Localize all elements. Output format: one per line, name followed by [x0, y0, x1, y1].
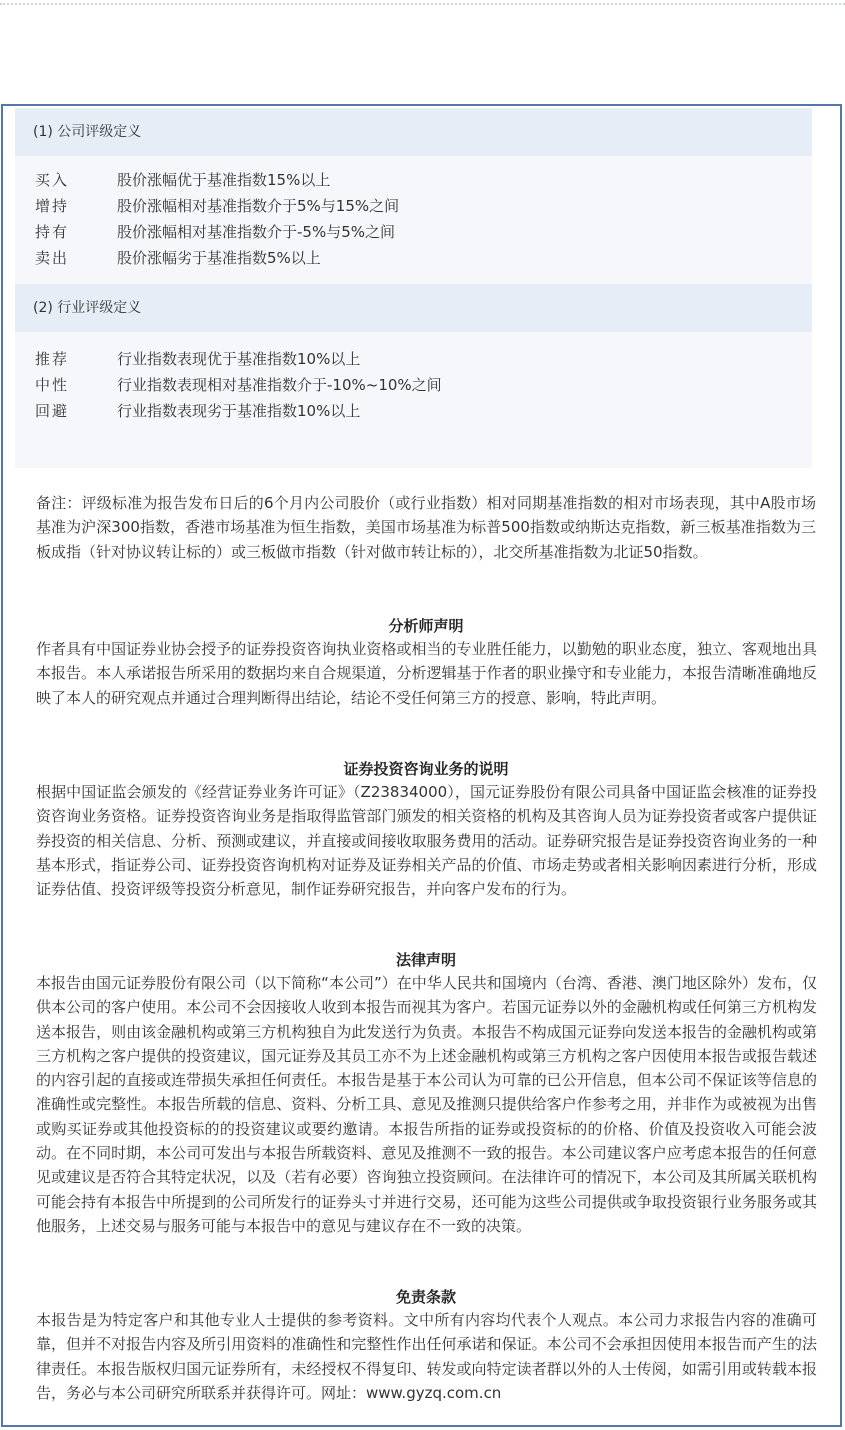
rating-term: 回避	[35, 402, 70, 420]
legal-statement-heading: 法律声明	[395, 951, 456, 969]
rating-definition: 股价涨幅相对基准指数介于-5%与5%之间	[117, 223, 396, 241]
rating-definition: 行业指数表现劣于基准指数10%以上	[117, 402, 361, 420]
rating-definition: 股价涨幅劣于基准指数5%以上	[117, 249, 321, 267]
rating-term: 卖出	[35, 249, 70, 267]
company-rating-title: (1) 公司评级定义	[15, 108, 812, 156]
disclosure-panel	[1, 104, 842, 1427]
rating-row-neutral	[35, 375, 442, 395]
disclaimer-text: 本报告是为特定客户和其他专业人士提供的参考资料。文中所有内容均代表个人观点。本公司力求报告内容的准确可靠，但并不对报告内容及所引用资料的准确性和完整性作出任何承诺和保证。本公司不会承担因使用本报告而产生的法律责任。本报告版权归国元证券所有，未经授权不得复印、转发或向特定读者群以外的人士传阅，如需引用或转载本报告，务必与本公司研究所联系并获得许可。网址：www.gyzq.com.cn	[36, 1311, 817, 1402]
top-dotted-divider	[0, 3, 845, 5]
company-rating-list	[15, 156, 812, 284]
industry-rating-list	[15, 332, 812, 468]
rating-definition: 股价涨幅优于基准指数15%以上	[117, 171, 331, 189]
rating-row-recommend	[35, 349, 360, 369]
rating-term: 增持	[35, 197, 70, 215]
rating-term: 持有	[35, 223, 70, 241]
rating-term: 中性	[35, 376, 70, 394]
consulting-business-heading: 证券投资咨询业务的说明	[343, 760, 509, 778]
industry-rating-title: (2) 行业评级定义	[15, 284, 812, 332]
rating-term: 买入	[35, 171, 70, 189]
rating-row-hold	[35, 222, 395, 242]
rating-definitions	[15, 106, 812, 468]
rating-note-text: 备注：评级标准为报告发布日后的6个月内公司股价（或行业指数）相对同期基准指数的相对市场表现，其中A股市场基准为沪深300指数，香港市场基准为恒生指数，美国市场基准为标普500指数或纳斯达克指数，新三板基准指数为三板成指（针对协议转让标的）或三板做市指数（针对做市转让标的），北交所基准指数为北证50指数。	[36, 494, 816, 561]
analyst-statement-heading: 分析师声明	[388, 617, 464, 635]
rating-row-buy	[35, 170, 330, 190]
rating-row-overweight	[35, 196, 399, 216]
rating-term: 推荐	[35, 350, 70, 368]
analyst-statement-text: 作者具有中国证券业协会授予的证券投资咨询执业资格或相当的专业胜任能力，以勤勉的职业态度，独立、客观地出具本报告。本人承诺报告所采用的数据均来自合规渠道，分析逻辑基于作者的职业操守和专业能力，本报告清晰准确地反映了本人的研究观点并通过合理判断得出结论，结论不受任何第三方的授意、影响，特此声明。	[36, 640, 817, 707]
rating-definition: 行业指数表现相对基准指数介于-10%~10%之间	[117, 376, 442, 394]
disclaimer-heading: 免责条款	[395, 1288, 456, 1306]
consulting-business-text: 根据中国证监会颁发的《经营证券业务许可证》（Z23834000），国元证券股份有限公司具备中国证监会核准的证券投资咨询业务资格。证券投资咨询业务是指取得监管部门颁发的相关资格的机构及其咨询人员为证券投资者或客户提供证券投资的相关信息、分析、预测或建议，并直接或间接收取服务费用的活动。证券研究报告是证券投资咨询业务的一种基本形式，指证券公司、证券投资咨询机构对证券及证券相关产品的价值、市场走势或者相关影响因素进行分析，形成证券估值、投资评级等投资分析意见，制作证券研究报告，并向客户发布的行为。	[36, 783, 817, 899]
rating-definition: 行业指数表现优于基准指数10%以上	[117, 350, 361, 368]
legal-statement-text: 本报告由国元证券股份有限公司（以下简称“本公司”）在中华人民共和国境内（台湾、香港、澳门地区除外）发布，仅供本公司的客户使用。本公司不会因接收人收到本报告而视其为客户。若国元证券以外的金融机构或任何第三方机构发送本报告，则由该金融机构或第三方机构独自为此发送行为负责。本报告不构成国元证券向发送本报告的金融机构或第三方机构之客户提供的投资建议，国元证券及其员工亦不为上述金融机构或第三方机构之客户因使用本报告或报告载述的内容引起的直接或连带损失承担任何责任。本报告是基于本公司认为可靠的已公开信息，但本公司不保证该等信息的准确性或完整性。本报告所载的信息、资料、分析工具、意见及推测只提供给客户作参考之用，并非作为或被视为出售或购买证券或其他投资标的的投资建议或要约邀请。本报告所指的证券或投资标的的价格、价值及投资收入可能会波动。在不同时期，本公司可发出与本报告所载资料、意见及推测不一致的报告。本公司建议客户应考虑本报告的任何意见或建议是否符合其特定状况，以及（若有必要）咨询独立投资顾问。在法律许可的情况下，本公司及其所属关联机构可能会持有本报告中所提到的公司所发行的证券头寸并进行交易，还可能为这些公司提供或争取投资银行业务服务或其他服务，上述交易与服务可能与本报告中的意见与建议存在不一致的决策。	[36, 974, 817, 1235]
rating-row-sell	[35, 248, 321, 268]
rating-row-avoid	[35, 401, 360, 421]
rating-definition: 股价涨幅相对基准指数介于5%与15%之间	[117, 197, 400, 215]
rating-note	[36, 491, 816, 564]
